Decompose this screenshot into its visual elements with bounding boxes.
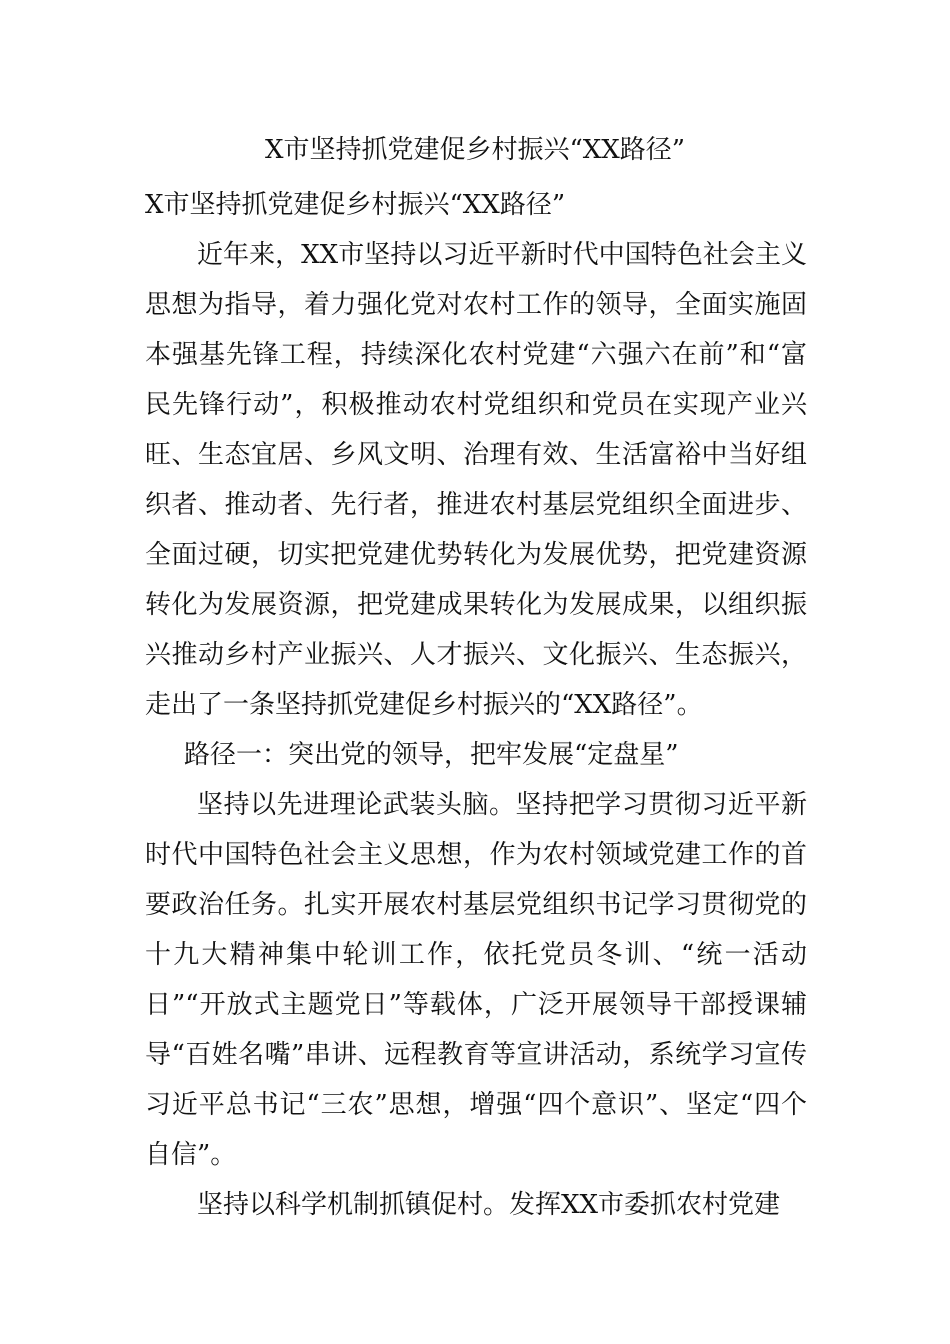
document-subtitle: X市坚持抓党建促乡村振兴“XX路径” (145, 190, 566, 220)
document-body (145, 180, 807, 1230)
section-heading-path-one: 路径一：突出党的领导，把牢发展“定盘星” (184, 740, 679, 770)
intro-paragraph: 近年来，XX市坚持以习近平新时代中国特色社会主义思想为指导，着力强化党对农村工作的领导，全面实施固本强基先锋工程，持续深化农村党建“六强六在前”和“富民先锋行动”，积极推动农村党组织和党员在实现产业兴旺、生态宜居、乡风文明、治理有效、生活富裕中当好组织者、推动者、先行者，推进农村基层党组织全面进步、全面过硬，切实把党建优势转化为发展优势，把党建资源转化为发展资源，把党建成果转化为发展成果，以组织振兴推动乡村产业振兴、人才振兴、文化振兴、生态振兴，走出了一条坚持抓党建促乡村振兴的“XX路径”。 (145, 240, 807, 720)
paragraph-mechanism: 坚持以科学机制抓镇促村。发挥XX市委抓农村党建 (197, 1190, 781, 1220)
paragraph-theory: 坚持以先进理论武装头脑。坚持把学习贯彻习近平新时代中国特色社会主义思想，作为农村领域党建工作的首要政治任务。扎实开展农村基层党组织书记学习贯彻党的十九大精神集中轮训工作，依托党员冬训、“统一活动日”“开放式主题党日”等载体，广泛开展领导干部授课辅导“百姓名嘴”串讲、远程教育等宣讲活动，系统学习宣传习近平总书记“三农”思想，增强“四个意识”、坚定“四个自信”。 (145, 790, 807, 1170)
document-title: X市坚持抓党建促乡村振兴“XX路径” (264, 135, 686, 165)
